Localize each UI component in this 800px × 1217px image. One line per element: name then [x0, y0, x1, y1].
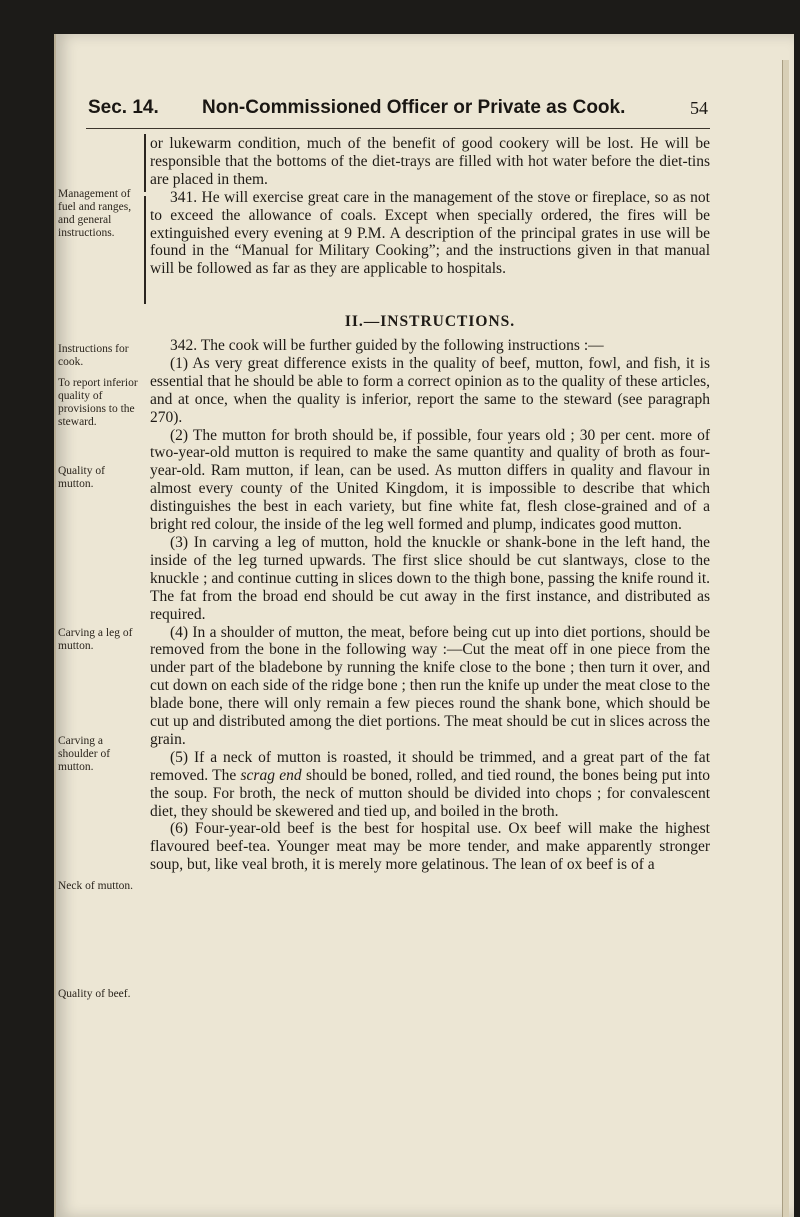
- running-header: [88, 97, 708, 125]
- margin-note-management: Management of fuel and ranges, and general instructions.: [58, 188, 132, 239]
- instruction-item-1: (1) As very great difference exists in the quality of beef, mutton, fowl, and fish, it is essential that he should be able to form a correct opinion as to the quality of these articles, and at once, when the quality is inferior, report the same to the steward (see paragraph 270).: [150, 354, 710, 426]
- margin-note-instructions: Instructions for cook.: [58, 343, 129, 368]
- header-title: Non-Commissioned Officer or Private as Cook.: [202, 97, 626, 118]
- instruction-item-2: (2) The mutton for broth should be, if possible, four years old ; 30 per cent. more of two-year-old mutton is required to make the same quantity and quality of broth as four-year-old. Ram mutton, if lean, can be used. As mutton differs in quality and flavour in almost every county of the United Kingdom, it is impossible to describe that which distinguishes the best in each variety, but fine white fat, flesh close-grained and of a bright red colour, the inside of the leg well formed and plump, indicates good mutton.: [150, 426, 710, 534]
- instruction-item-6: (6) Four-year-old beef is the best for hospital use. Ox beef will make the highest flavoured beef-tea. Younger meat may be more tender, and make apparently stronger soup, but, like veal broth, it is merely more gelatinous. The lean of ox beef is of a: [150, 820, 710, 874]
- margin-bracket: [144, 134, 146, 192]
- body-text-main: [150, 337, 710, 874]
- paragraph-342: 342. The cook will be further guided by the following instructions :—: [170, 337, 604, 354]
- item-5-text-b: should be boned, rolled, and tied round, the bones being put into the soup. For broth, the neck of mutton should be divided into chops ; for convalescent diet, they should be skewered and tied up, and boiled in the broth.: [150, 766, 711, 820]
- paragraph-341: 341. He will exercise great care in the management of the stove or fireplace, so as not to exceed the allowance of coals. Except when specially ordered, the fires will be extinguished every evening at 9 P.M. A description of the principal grates in use will be found in the “Manual for Military Cooking”; and the instructions given in that manual will be followed as far as they are applicable to hospitals.: [150, 188, 710, 278]
- margin-bracket: [144, 196, 146, 304]
- margin-note-quality-beef: Quality of beef.: [58, 988, 131, 1000]
- margin-note-quality-mutton: Quality of mutton.: [58, 465, 105, 490]
- instruction-item-4: (4) In a shoulder of mutton, the meat, before being cut up into diet portions, should be removed from the bone in the following way :—Cut the meat off in one piece from the under part of the bladebone by running the knife close to the bone ; then turn it over, and cut down on each side of the ridge bone ; then run the knife up under the meat close to the blade bone, there will only remain a few pieces round the shank bone, which should be cut up and distributed among the diet portions. The meat should be cut in slices across the grain.: [150, 623, 710, 748]
- section-number: Sec. 14.: [88, 97, 159, 118]
- paragraph-intro: or lukewarm condition, much of the benefit of good cookery will be lost. He will be responsible that the bottoms of the diet-trays are filled with hot water before the diet-tins are placed in them.: [150, 135, 710, 188]
- instruction-item-5: [150, 749, 710, 821]
- margin-note-carving-leg: Carving a leg of mutton.: [58, 627, 133, 652]
- header-rule: [86, 128, 710, 129]
- item-5-emphasis: scrag end: [240, 766, 302, 784]
- item-5-text-a: (5) If a neck of mutton is roasted, it should be trimmed, and a great part of the fat removed. The: [150, 748, 710, 784]
- margin-note-carving-shoulder: Carving a shoulder of mutton.: [58, 735, 111, 773]
- page-edge: [782, 60, 789, 1217]
- margin-note-neck: Neck of mutton.: [58, 880, 134, 892]
- section-heading: II.—INSTRUCTIONS.: [344, 313, 516, 330]
- page-number: 54: [690, 98, 708, 118]
- instruction-item-3: (3) In carving a leg of mutton, hold the knuckle or shank-bone in the left hand, the inside of the leg turned upwards. The first slice should be cut slantways, close to the knuckle ; and continue cutting in slices down to the thigh bone, passing the knife round it. The fat from the broad end should be cut away in the first instance, and distributed as required.: [150, 533, 710, 623]
- margin-note-report: To report inferior quality of provisions to the steward.: [58, 377, 138, 428]
- body-text-top: [150, 135, 710, 278]
